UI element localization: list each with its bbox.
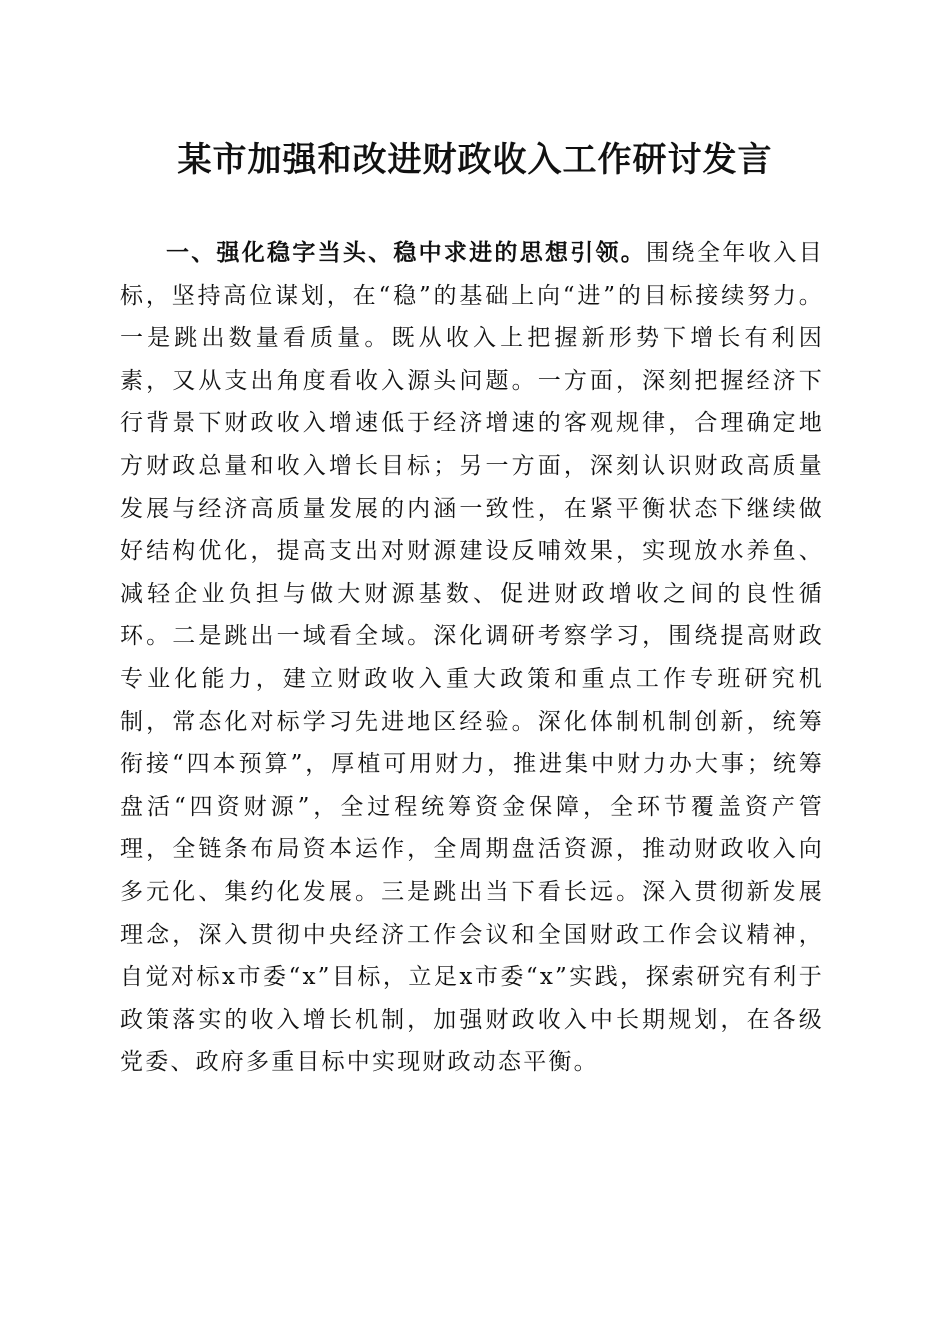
document-title: 某市加强和改进财政收入工作研讨发言 [177,140,773,180]
section-heading: 一、强化稳字当头、稳中求进的思想引领。 [166,240,647,266]
body-paragraph [120,232,824,1084]
paragraph-text: 围绕全年收入目标，坚持高位谋划，在“稳”的基础上向“进”的目标接续努力。一是跳出数量看质量。既从收入上把握新形势下增长有利因素，又从支出角度看收入源头问题。一方面，深刻把握经济下行背景下财政收入增速低于经济增速的客观规律，合理确定地方财政总量和收入增长目标；另一方面，深刻认识财政高质量发展与经济高质量发展的内涵一致性，在紧平衡状态下继续做好结构优化，提高支出对财源建设反哺效果，实现放水养鱼、减轻企业负担与做大财源基数、促进财政增收之间的良性循环。二是跳出一域看全域。深化调研考察学习，围绕提高财政专业化能力，建立财政收入重大政策和重点工作专班研究机制，常态化对标学习先进地区经验。深化体制机制创新，统筹衔接“四本预算”，厚植可用财力，推进集中财力办大事；统筹盘活“四资财源”，全过程统筹资金保障，全环节覆盖资产管理，全链条布局资本运作，全周期盘活资源，推动财政收入向多元化、集约化发展。三是跳出当下看长远。深入贯彻新发展理念，深入贯彻中央经济工作会议和全国财政工作会议精神，自觉对标x市委“x”目标，立足x市委“x”实践，探索研究有利于政策落实的收入增长机制，加强财政收入中长期规划，在各级党委、政府多重目标中实现财政动态平衡。 [120,240,824,1076]
